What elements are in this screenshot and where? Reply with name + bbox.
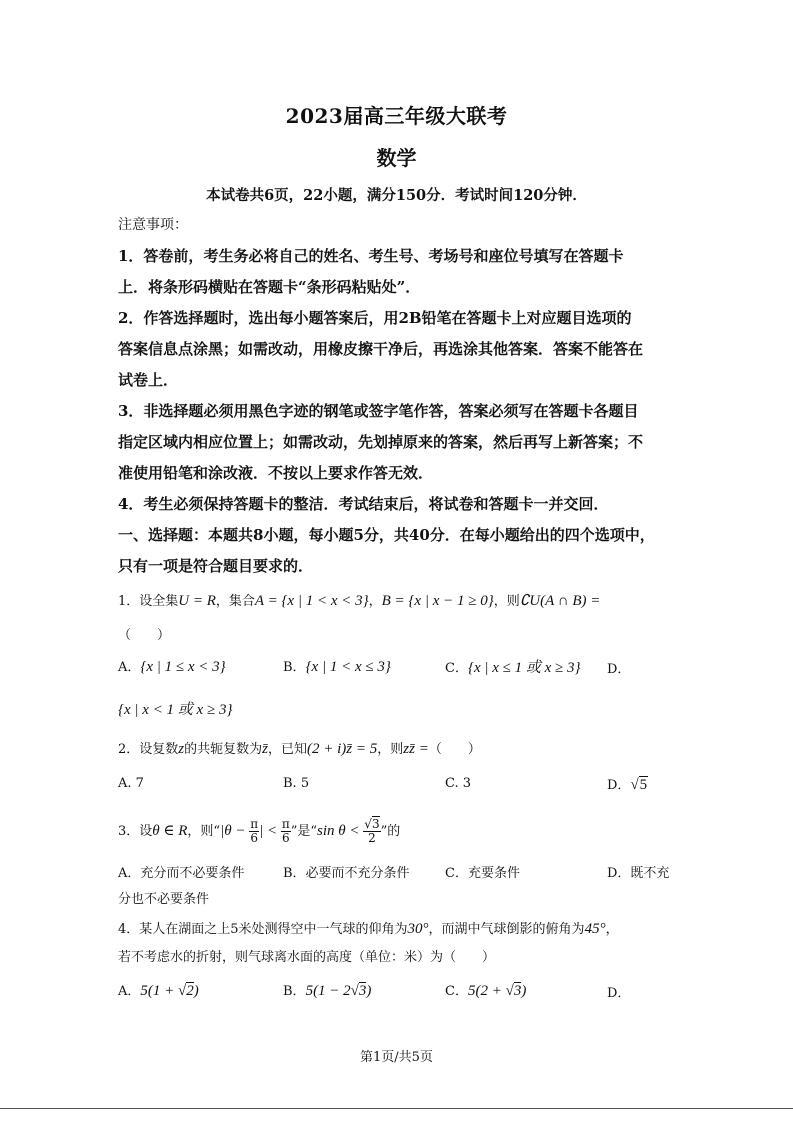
question-1-paren: （ ） [118, 628, 171, 643]
q2-expression: zz̄ = [403, 741, 429, 757]
q1-option-b-value: {x | 1 < x ≤ 3} [305, 659, 391, 675]
q1-option-d-text: {x | x < 1 或 x ≥ 3} [118, 702, 233, 718]
q4-option-c-close: ) [521, 983, 527, 999]
notice-line-3: 2．作答选择题时，选出每小题答案后，用2B铅笔在答题卡上对应题目选项的 [118, 309, 632, 327]
q4-option-b-pre: 5(1 − 2√ [305, 983, 359, 999]
notice-line-1: 1．答卷前，考生务必将自己的姓名、考生号、考场号和座位号填写在答题卡 [118, 247, 624, 265]
notice-line-7: 指定区域内相应位置上；如需改动，先划掉原来的答案，然后再写上新答案；不 [118, 433, 644, 451]
q2-option-b: B. 5 [283, 776, 310, 791]
q3-cond2: sin θ < [317, 823, 364, 839]
q3-frac-1-num: π [250, 817, 259, 831]
q1-option-c [445, 656, 581, 677]
q4-option-c-label: C． [445, 984, 468, 999]
q2-mid: 的共轭复数为 [184, 742, 263, 757]
q2-option-c: C. 3 [445, 776, 472, 791]
question-2-stem [118, 738, 481, 758]
question-1-stem [118, 590, 600, 610]
q3-option-b: B．必要而不充分条件 [283, 866, 410, 881]
q2-option-d-label: D． [607, 778, 631, 793]
q4-option-c-radicand: 3 [513, 983, 522, 999]
question-3-stem [118, 818, 400, 845]
q3-option-d: D．既不充 [607, 866, 670, 881]
q4-option-a [118, 980, 199, 1000]
subject-title: 数学 [376, 146, 417, 170]
q4-line1b: ，而湖中气球倒影的俯角为 [428, 922, 585, 937]
q1-option-c-label: C． [445, 661, 468, 676]
exam-info: 本试卷共6页，22小题，满分150分．考试时间120分钟． [206, 187, 587, 204]
q2-known: ，已知 [267, 742, 307, 757]
page-footer: 第1页/共5页 [360, 1050, 433, 1065]
q3-frac-3-num: √3 [364, 817, 380, 831]
question-4-line-2: 若不考虑水的折射，则气球离水面的高度（单位：米）为（ ） [118, 950, 496, 965]
q4-line1a: 4．某人在湖面之上5米处测得空中一气球的仰角为 [118, 922, 408, 937]
q1-mid: ，集合 [215, 594, 255, 609]
q2-option-d-radicand: 5 [639, 777, 648, 793]
q2-paren: （ ） [428, 742, 481, 757]
q3-frac-2-num: π [281, 817, 290, 831]
q2-option-a: A. 7 [118, 776, 144, 791]
q4-angle1: 30° [407, 921, 429, 937]
q3-frac-3-radicand: 3 [371, 817, 380, 831]
q2-zbar: z̄ [262, 741, 268, 757]
notice-line-6: 3．非选择题必须用黑色字迹的钢笔或签字笔作答，答案必须写在答题卡各题目 [118, 402, 639, 420]
q4-option-a-label: A． [118, 984, 141, 999]
q1-comma: ， [368, 594, 382, 609]
q1-set-b: B = {x | x − 1 ≥ 0} [381, 593, 494, 609]
bottom-rule [0, 1108, 793, 1109]
q1-option-a [118, 656, 226, 676]
q3-prefix: 3．设 [118, 824, 153, 839]
q1-option-a-value: {x | 1 ≤ x < 3} [140, 659, 226, 675]
q3-frac-3-den: 2 [368, 831, 376, 845]
q3-option-a: A．充分而不必要条件 [118, 866, 245, 881]
notice-heading: 注意事项： [118, 217, 188, 233]
q4-option-b-label: B． [283, 984, 306, 999]
q1-set-a: A = {x | 1 < x < 3} [254, 593, 369, 609]
q4-option-b-radicand: 3 [358, 983, 367, 999]
q3-option-d-cont: 分也不必要条件 [118, 892, 210, 907]
q1-prefix: 1．设全集 [118, 594, 179, 609]
q4-option-a-close: ) [193, 983, 199, 999]
q2-option-d-sqrt: √5 [630, 777, 648, 793]
q1-universal-set: U = R [178, 593, 216, 609]
q1-option-d-label: D． [607, 662, 631, 677]
q2-prefix: 2．设复数 [118, 742, 179, 757]
q3-option-c: C．充要条件 [445, 866, 520, 881]
q3-frac-2 [281, 818, 291, 845]
q1-option-b [283, 656, 391, 676]
q1-expression: ∁U(A ∩ B) = [519, 593, 601, 609]
q2-then: ，则 [377, 742, 404, 757]
q1-option-d-value [118, 698, 232, 719]
q1-option-a-label: A． [118, 660, 141, 675]
q3-theta: θ ∈ R [152, 823, 188, 839]
q4-option-c-pre: 5(2 + √ [467, 983, 514, 999]
exam-title: 2023届高三年级大联考 [285, 104, 508, 128]
q1-option-b-label: B． [283, 660, 306, 675]
q2-option-d [607, 774, 648, 794]
notice-line-5: 试卷上． [118, 371, 179, 389]
q1-then: ，则 [493, 594, 520, 609]
notice-line-4: 答案信息点涂黑；如需改动，用橡皮擦干净后，再选涂其他答案．答案不能答在 [118, 340, 644, 358]
q1-option-c-value: {x | x ≤ 1 或 x ≥ 3} [467, 660, 581, 676]
q2-equation: (2 + i)z̄ = 5 [307, 741, 378, 757]
q3-frac-1 [249, 818, 259, 845]
q3-end: ”的 [380, 824, 401, 839]
q3-lt: | < [259, 823, 281, 839]
q4-line1c: ， [605, 922, 619, 937]
q4-option-a-radicand: 2 [186, 983, 194, 999]
q3-frac-2-den: 6 [281, 831, 290, 845]
q4-angle2: 45° [584, 921, 606, 937]
question-4-line-1 [118, 918, 619, 938]
q4-option-c [445, 980, 526, 1000]
q4-option-a-pre: 5(1 + √ [140, 983, 187, 999]
q3-then: ，则“ [187, 824, 221, 839]
q3-mid: ”是“ [290, 824, 318, 839]
notice-line-2: 上．将条形码横贴在答题卡“条形码粘贴处”． [118, 278, 421, 296]
q4-option-d: D． [607, 986, 631, 1001]
section-heading-line-2: 只有一项是符合题目要求的． [118, 557, 314, 575]
q3-cond1-left: |θ − [220, 823, 250, 839]
q4-option-b [283, 980, 371, 1000]
q2-z: z [178, 741, 185, 757]
notice-line-9: 4．考生必须保持答题卡的整洁．考试结束后，将试卷和答题卡一并交回． [118, 495, 609, 513]
q4-option-b-close: ) [366, 983, 372, 999]
q3-frac-3 [363, 818, 380, 845]
notice-line-8: 准使用铅笔和涂改液．不按以上要求作答无效． [118, 464, 434, 482]
q3-frac-1-den: 6 [250, 831, 258, 845]
section-heading-line-1: 一、选择题：本题共8小题，每小题5分，共40分．在每小题给出的四个选项中， [118, 526, 655, 544]
